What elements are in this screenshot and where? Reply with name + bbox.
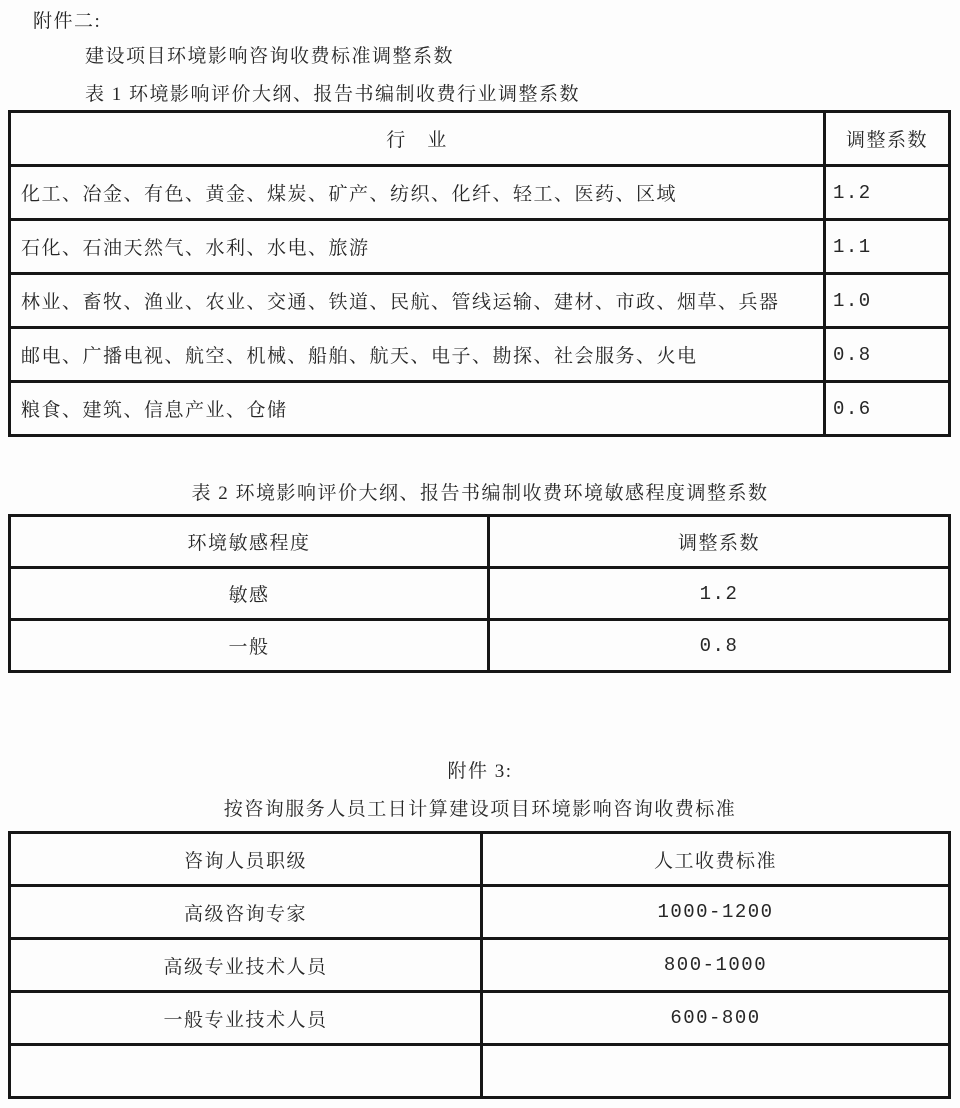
table2-header-sensitivity: 环境敏感程度: [10, 516, 489, 568]
table2-header-coefficient: 调整系数: [489, 516, 950, 568]
table-row: [10, 166, 950, 220]
table-row: [10, 620, 950, 672]
table3-header-fee: 人工收费标准: [482, 833, 950, 886]
table-row: [10, 274, 950, 328]
table3-fee-cell: 800-1000: [482, 939, 950, 992]
table1-header-row: [10, 112, 950, 166]
table2-coefficient-cell: 1.2: [489, 568, 950, 620]
table-row: [10, 992, 950, 1045]
table-row: [10, 1045, 950, 1098]
table3-fee-cell: [482, 1045, 950, 1098]
table2-sensitivity-cell: 敏感: [10, 568, 489, 620]
table2-title: 表 2 环境影响评价大纲、报告书编制收费环境敏感程度调整系数: [191, 483, 769, 504]
table3-fee-cell: 1000-1200: [482, 886, 950, 939]
table-row: [10, 382, 950, 436]
table1-coefficient-cell: 0.6: [825, 382, 950, 436]
table1-industry-cell: 化工、冶金、有色、黄金、煤炭、矿产、纺织、化纤、轻工、医药、区域: [10, 166, 825, 220]
table1-coefficient-cell: 0.8: [825, 328, 950, 382]
table2-coefficient-cell: 0.8: [489, 620, 950, 672]
table1-coefficient-cell: 1.0: [825, 274, 950, 328]
table1-coefficient-cell: 1.2: [825, 166, 950, 220]
table1-header-industry: 行 业: [10, 112, 825, 166]
table1-coefficient-cell: 1.1: [825, 220, 950, 274]
table1-industry-cell: 邮电、广播电视、航空、机械、船舶、航天、电子、勘探、社会服务、火电: [10, 328, 825, 382]
table3-header-rank: 咨询人员职级: [10, 833, 482, 886]
table3-rank-cell: 高级专业技术人员: [10, 939, 482, 992]
attachment2-label: 附件二:: [33, 11, 102, 32]
table1-industry-cell: 石化、石油天然气、水利、水电、旅游: [10, 220, 825, 274]
table-row: [10, 568, 950, 620]
table2-header-row: [10, 516, 950, 568]
document-title: 建设项目环境影响咨询收费标准调整系数: [85, 46, 455, 67]
table1-header-coefficient: 调整系数: [825, 112, 950, 166]
table2-sensitivity-adjustment: [8, 514, 951, 673]
table-row: [10, 220, 950, 274]
table3-fee-cell: 600-800: [482, 992, 950, 1045]
attachment3-label: 附件 3:: [447, 761, 513, 782]
table3-header-row: [10, 833, 950, 886]
table-row: [10, 939, 950, 992]
table-row: [10, 328, 950, 382]
table1-industry-adjustment: [8, 110, 951, 437]
table3-rank-cell: 一般专业技术人员: [10, 992, 482, 1045]
table1-industry-cell: 林业、畜牧、渔业、农业、交通、铁道、民航、管线运输、建材、市政、烟草、兵器: [10, 274, 825, 328]
table3-rank-cell: [10, 1045, 482, 1098]
table1-title: 表 1 环境影响评价大纲、报告书编制收费行业调整系数: [85, 84, 581, 105]
table1-industry-cell: 粮食、建筑、信息产业、仓储: [10, 382, 825, 436]
table3-rank-cell: 高级咨询专家: [10, 886, 482, 939]
table3-title: 按咨询服务人员工日计算建设项目环境影响咨询收费标准: [223, 799, 737, 820]
table-row: [10, 886, 950, 939]
table2-sensitivity-cell: 一般: [10, 620, 489, 672]
table3-labor-fee-standard: [8, 831, 951, 1099]
